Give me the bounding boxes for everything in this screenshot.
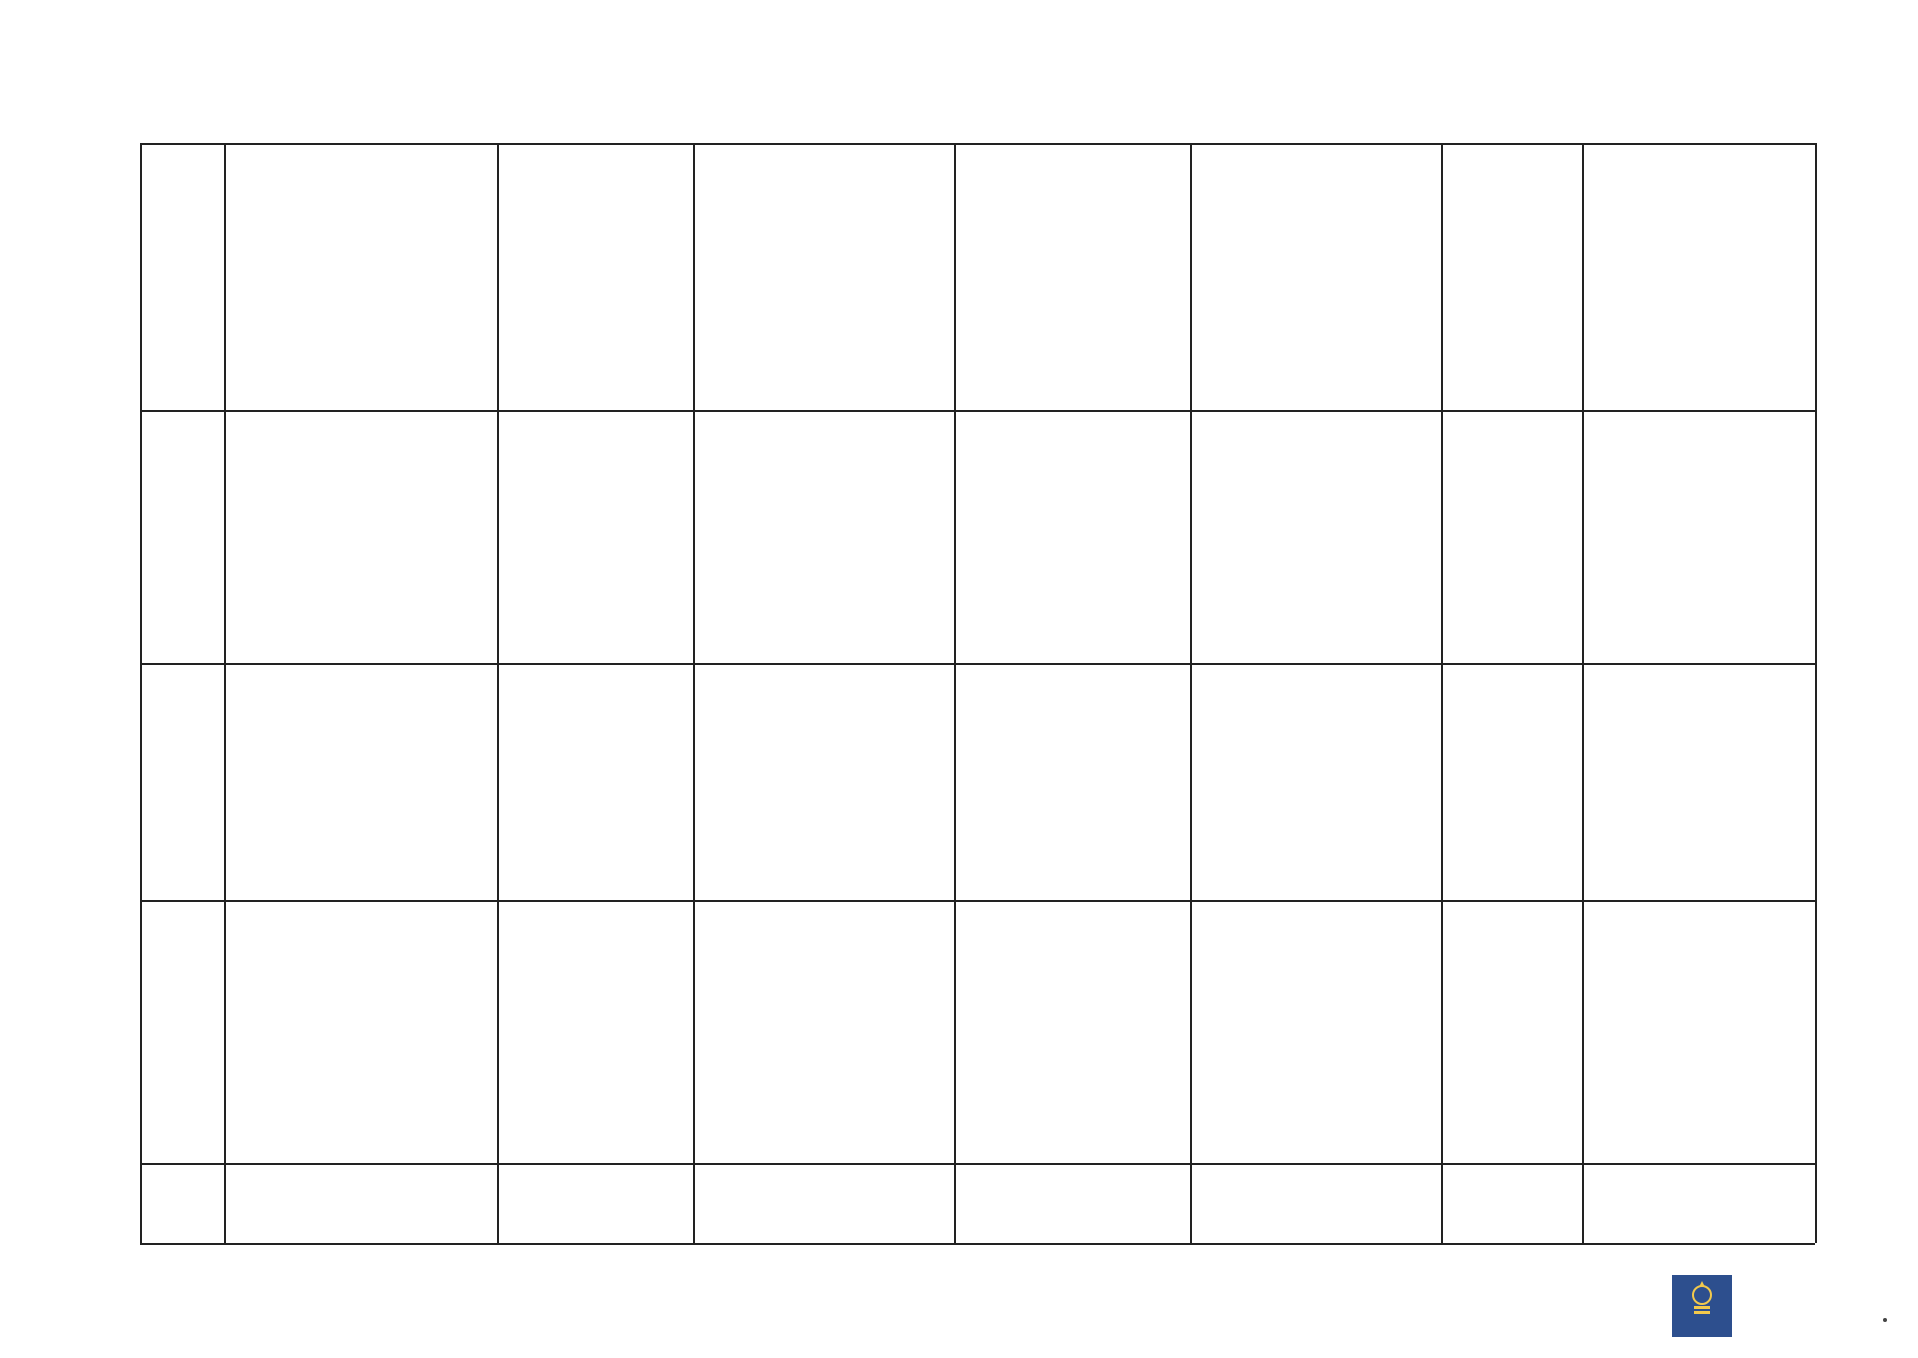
column-divider [224, 143, 226, 1243]
column-divider [1582, 143, 1584, 1243]
scan-speck [1883, 1318, 1887, 1322]
row-divider [140, 410, 1815, 412]
column-divider [497, 143, 499, 1243]
soyombo-emblem-icon [1672, 1275, 1732, 1337]
government-emblem [1672, 1275, 1732, 1337]
table-right-border [1815, 143, 1817, 1243]
column-divider [954, 143, 956, 1243]
table-top-border [140, 143, 1815, 145]
column-divider [693, 143, 695, 1243]
row-divider [140, 900, 1815, 902]
column-divider [1441, 143, 1443, 1243]
table-left-border [140, 143, 142, 1243]
table-bottom-border [140, 1243, 1815, 1245]
row-divider [140, 1163, 1815, 1165]
column-divider [1190, 143, 1192, 1243]
row-divider [140, 663, 1815, 665]
